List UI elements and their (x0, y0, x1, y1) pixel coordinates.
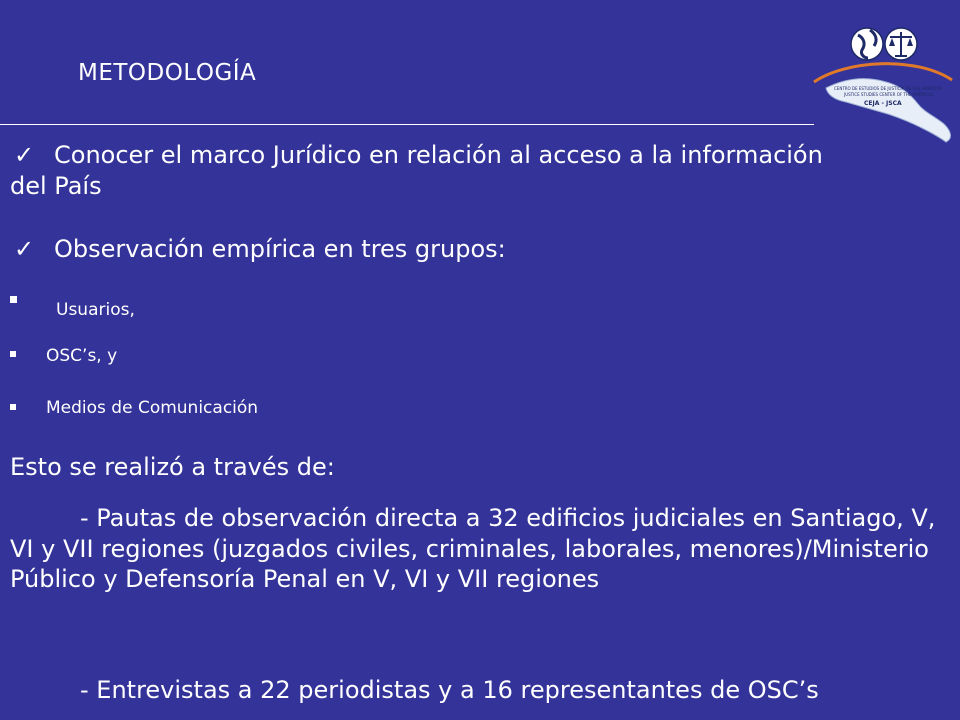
check-icon: ✓ (14, 141, 35, 169)
ceja-logo (806, 20, 956, 160)
method-item-observacion: - Pautas de observación directa a 32 edificios judiciales en Santiago, V, VI y VII regiones (juzgados civiles, criminales, laborales, menores)/Ministerio Público y Defensoría Penal en V, VI y VII regiones (10, 504, 936, 593)
bullet-marco-juridico (10, 140, 830, 202)
check-icon: ✓ (14, 235, 35, 263)
slide-title: METODOLOGÍA (78, 60, 257, 86)
logo-acronym: CEJA - JSCA (864, 100, 902, 107)
square-bullet-icon (10, 351, 16, 357)
logo-text-line1: CENTRO DE ESTUDIOS DE JUSTICIA DE LAS AMÉRICAS (834, 86, 943, 91)
bullet-text: Observación empírica en tres grupos: (54, 235, 506, 263)
method-item-entrevistas: - Entrevistas a 22 periodistas y a 16 representantes de OSC’s (80, 676, 819, 704)
group-item-medios: Medios de Comunicación (46, 398, 259, 418)
group-item-usuarios: Usuarios, (56, 300, 135, 320)
logo-text-line2: JUSTICE STUDIES CENTER OF THE AMERICAS (844, 92, 934, 97)
methods-intro: Esto se realizó a través de: (10, 453, 335, 481)
square-bullet-icon (10, 404, 16, 410)
square-bullet-icon (10, 296, 17, 303)
bullet-observacion (10, 234, 506, 265)
title-divider (0, 124, 814, 125)
group-item-osc: OSC’s, y (46, 346, 118, 366)
bullet-text: Conocer el marco Jurídico en relación al acceso a la información del País (10, 141, 823, 200)
